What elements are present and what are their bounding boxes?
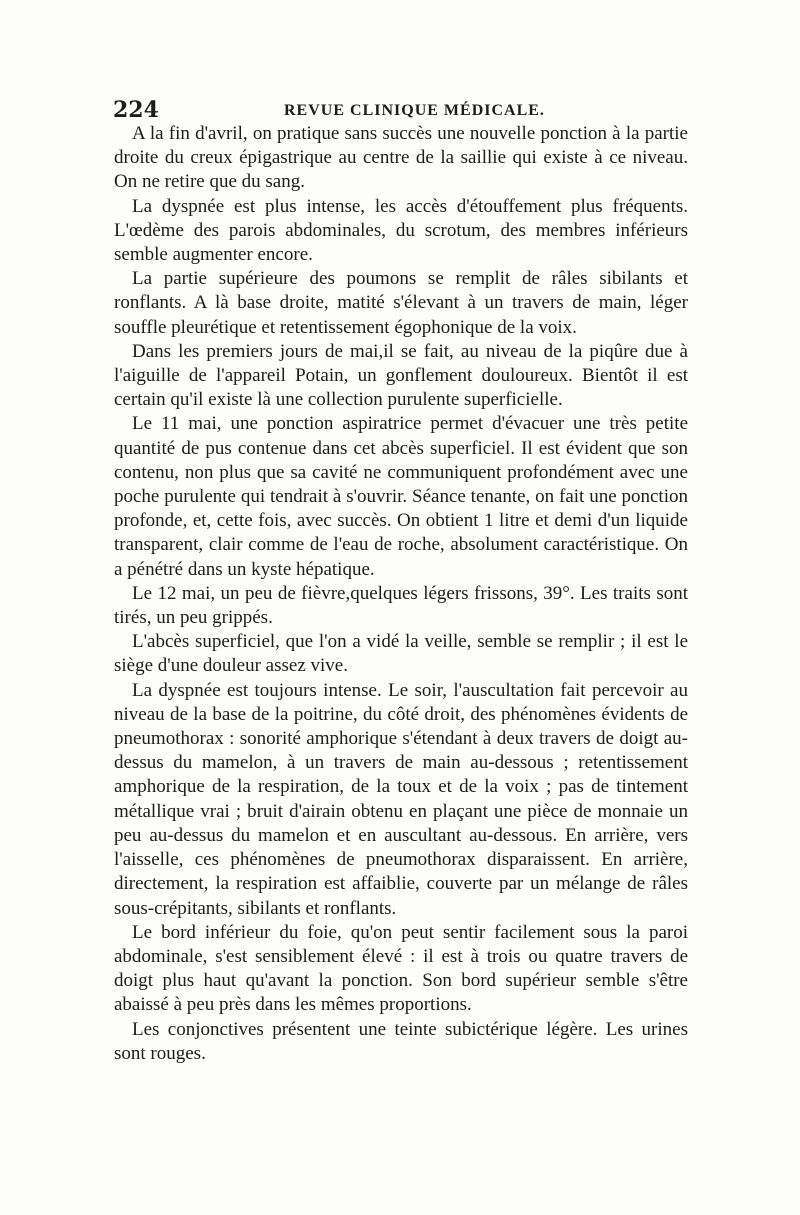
- paragraph: Le 11 mai, une ponction aspiratrice permet d'évacuer une très petite quantité de pus contenue dans cet abcès superficiel. Il est évident que son contenu, non plus que sa cavité ne communiquent profondément avec une poche purulente qui tendrait à s'ouvrir. Séance tenante, on fait une ponction profonde, et, cette fois, avec succès. On obtient 1 litre et demi d'un liquide transparent, clair comme de l'eau de roche, absolument caractéristique. On a pénétré dans un kyste hépatique.: [114, 413, 688, 580]
- paragraph: Les conjonctives présentent une teinte subictérique légère. Les urines sont rouges.: [114, 1018, 688, 1064]
- paragraph: La dyspnée est plus intense, les accès d'étouffement plus fréquents. L'œdème des parois abdominales, du scrotum, des membres inférieurs semble augmenter encore.: [114, 195, 688, 266]
- running-title: REVUE CLINIQUE MÉDICALE.: [284, 102, 545, 119]
- page-header: [113, 97, 688, 123]
- body-text: [114, 122, 688, 1066]
- paragraph: La partie supérieure des poumons se remplit de râles sibilants et ronflants. A là base droite, matité s'élevant à un travers de main, léger souffle pleurétique et retentissement égophonique de la voix.: [114, 268, 688, 338]
- page-number: 224: [113, 97, 159, 123]
- paragraph: A la fin d'avril, on pratique sans succès une nouvelle ponction à la partie droite du creux épigastrique au centre de la saillie qui existe à ce niveau. On ne retire que du sang.: [114, 123, 688, 193]
- paragraph: Le 12 mai, un peu de fièvre,quelques légers frissons, 39°. Les traits sont tirés, un peu grippés.: [114, 582, 688, 629]
- paragraph: Dans les premiers jours de mai,il se fait, au niveau de la piqûre due à l'aiguille de l'appareil Potain, un gonflement douloureux. Bientôt il est certain qu'il existe là une collection purulente superficielle.: [114, 340, 688, 411]
- paragraph: La dyspnée est toujours intense. Le soir, l'auscultation fait percevoir au niveau de la base de la poitrine, du côté droit, des phénomènes évidents de pneumothorax : sonorité amphorique s'étendant à deux travers de doigt au-dessus du mamelon, à un travers de main au-dessous ; retentissement amphorique de la respiration, de la toux et de la voix ; pas de tintement métallique vrai ; bruit d'airain obtenu en plaçant une pièce de monnaie un peu au-dessus du mamelon et en auscultant au-dessous. En arrière, vers l'aisselle, ces phénomènes de pneumothorax disparaissent. En arrière, directement, la respiration est affaiblie, couverte par un mélange de râles sous-crépitants, sibilants et ronflants.: [114, 679, 688, 919]
- paragraph: Le bord inférieur du foie, qu'on peut sentir facilement sous la paroi abdominale, s'est sensiblement élevé : il est à trois ou quatre travers de doigt plus haut qu'avant la ponction. Son bord supérieur semble s'être abaissé à peu près dans les mêmes proportions.: [114, 921, 688, 1016]
- paragraph: L'abcès superficiel, que l'on a vidé la veille, semble se remplir ; il est le siège d'une douleur assez vive.: [114, 631, 688, 677]
